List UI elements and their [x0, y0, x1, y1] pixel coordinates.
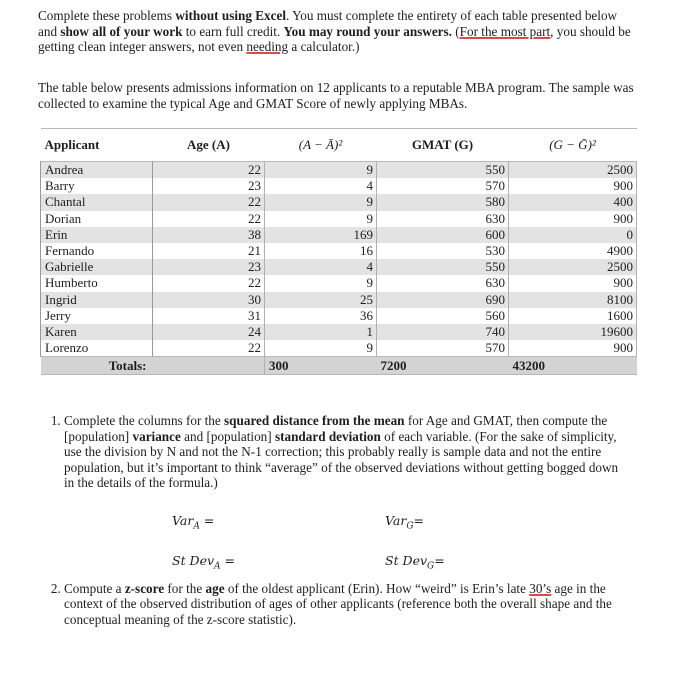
intro-text: to earn full credit.	[182, 23, 284, 39]
equals-sign: =	[203, 513, 215, 528]
std-dev-gmat-label: St Dev	[385, 553, 428, 568]
age-value: 38	[153, 227, 265, 243]
table-header-row	[41, 129, 637, 162]
std-dev-gmat-subscript: G	[427, 561, 435, 572]
age-value: 21	[153, 243, 265, 259]
header-age-squared-deviation: (A − Ā)²	[298, 137, 343, 152]
gmat-squared-deviation: 0	[509, 227, 637, 243]
applicant-name: Gabrielle	[41, 259, 153, 275]
totals-gmat: 7200	[380, 357, 407, 373]
age-squared-deviation: 36	[265, 308, 377, 324]
gmat-squared-deviation: 1600	[509, 308, 637, 324]
applicant-name: Barry	[41, 178, 153, 194]
gmat-value: 530	[377, 243, 509, 259]
std-dev-age-subscript: A	[214, 561, 221, 572]
instructions-paragraph	[38, 8, 638, 55]
question-1-text: Complete the columns for the	[64, 413, 225, 428]
variance-age-subscript: A	[193, 521, 200, 532]
question-1-text: and [population]	[180, 428, 275, 444]
intro-text: (	[451, 23, 460, 39]
intro-bold-work: show all of your work	[60, 23, 183, 39]
gmat-squared-deviation: 900	[509, 178, 637, 194]
intro-text: , you should be getting clean integer answers, not even	[38, 23, 631, 54]
gmat-value: 740	[377, 324, 509, 340]
question-2	[64, 581, 624, 628]
totals-gmat-squared: 43200	[512, 357, 545, 373]
table-row	[41, 227, 637, 243]
question-1-bold-squared-distance: squared distance from the mean	[224, 413, 405, 428]
gmat-value: 570	[377, 178, 509, 194]
question-2-text: for the	[164, 580, 206, 596]
applicant-name: Ingrid	[41, 292, 153, 308]
gmat-squared-deviation: 2500	[509, 162, 637, 179]
questions-list	[38, 413, 624, 627]
age-squared-deviation: 4	[265, 178, 377, 194]
totals-age-cell	[153, 357, 265, 375]
gmat-value: 600	[377, 227, 509, 243]
variance-gmat-label: Var	[385, 513, 407, 528]
age-value: 30	[153, 292, 265, 308]
totals-label: Totals:	[108, 357, 147, 373]
age-value: 31	[153, 308, 265, 324]
gmat-squared-deviation: 4900	[509, 243, 637, 259]
applicant-name: Jerry	[41, 308, 153, 324]
intro-underlined-most-part: For the most part	[459, 23, 551, 39]
question-2-bold-z-score: z-score	[124, 580, 165, 596]
question-1-text: for Age and GMAT, then compute the [population]	[64, 413, 608, 444]
gmat-value: 630	[377, 275, 509, 291]
intro-bold-round: You may round your answers.	[283, 23, 452, 39]
age-squared-deviation: 9	[265, 340, 377, 357]
age-squared-deviation: 1	[265, 324, 377, 340]
gmat-squared-deviation: 900	[509, 275, 637, 291]
age-value: 22	[153, 162, 265, 179]
age-squared-deviation: 4	[265, 259, 377, 275]
gmat-value: 580	[377, 194, 509, 210]
gmat-squared-deviation: 8100	[509, 292, 637, 308]
intro-text: a calculator.)	[288, 39, 360, 54]
table-row	[41, 243, 637, 259]
gmat-value: 630	[377, 211, 509, 227]
totals-row	[41, 357, 637, 375]
age-value: 22	[153, 211, 265, 227]
std-dev-age-label: St Dev	[172, 553, 215, 568]
age-value: 22	[153, 275, 265, 291]
header-applicant: Applicant	[44, 137, 100, 152]
question-2-text: ).	[288, 611, 297, 627]
applicant-name: Chantal	[41, 194, 153, 210]
question-2-underlined-30s: 30’s	[529, 580, 552, 596]
applicant-name: Lorenzo	[41, 340, 153, 357]
context-paragraph: The table below presents admissions information on 12 applicants to a reputable MBA program. The sample was collected to examine the typical Age and GMAT Score of newly applying MBAs.	[38, 80, 634, 111]
gmat-value: 690	[377, 292, 509, 308]
variance-gmat-equation	[385, 513, 424, 532]
gmat-squared-deviation: 900	[509, 211, 637, 227]
age-squared-deviation: 9	[265, 275, 377, 291]
gmat-squared-deviation: 19600	[509, 324, 637, 340]
table-row	[41, 194, 637, 210]
applicant-name: Karen	[41, 324, 153, 340]
age-squared-deviation: 9	[265, 211, 377, 227]
header-gmat: GMAT (G)	[411, 137, 474, 152]
equals-sign: =	[413, 513, 424, 528]
age-squared-deviation: 9	[265, 194, 377, 210]
question-2-text: Compute a	[64, 580, 125, 596]
header-age: Age (A)	[187, 137, 230, 152]
equals-sign: =	[224, 553, 236, 568]
intro-text: Complete these problems	[38, 8, 176, 23]
age-value: 22	[153, 194, 265, 210]
gmat-value: 560	[377, 308, 509, 324]
question-1	[64, 413, 624, 491]
gmat-value: 570	[377, 340, 509, 357]
question-2-text: age in the context of the observed distribution of ages of other applicants (reference both the overall shape and the conceptual meaning of the z-score statistic	[64, 580, 612, 627]
intro-underlined-needing: needing	[246, 39, 289, 54]
intro-bold-excel: without using Excel	[175, 8, 286, 23]
age-squared-deviation: 9	[265, 162, 377, 179]
std-dev-age-equation	[172, 553, 235, 572]
table-row	[41, 259, 637, 275]
std-dev-gmat-equation	[385, 553, 445, 572]
variance-age-label: Var	[172, 513, 194, 528]
table-row	[41, 292, 637, 308]
variance-age-equation	[172, 513, 214, 532]
gmat-squared-deviation: 900	[509, 340, 637, 357]
question-2-bold-age: age	[205, 580, 225, 596]
applicant-name: Erin	[41, 227, 153, 243]
question-1-text: of each variable. (For the sake of simplicity, use the division by N and not the N-1 correction; this probably really is sample data and not the entire population, but it’s important to think “average” of the observed deviations without getting bogged down in the details of the formula.)	[64, 428, 619, 490]
table-row	[41, 275, 637, 291]
table-row	[41, 340, 637, 357]
age-squared-deviation: 16	[265, 243, 377, 259]
table-row	[41, 324, 637, 340]
applicant-name: Dorian	[41, 211, 153, 227]
variance-gmat-subscript: G	[406, 521, 414, 532]
applicant-name: Humberto	[41, 275, 153, 291]
age-value: 24	[153, 324, 265, 340]
gmat-value: 550	[377, 162, 509, 179]
age-value: 23	[153, 178, 265, 194]
age-squared-deviation: 169	[265, 227, 377, 243]
table-row	[41, 211, 637, 227]
gmat-value: 550	[377, 259, 509, 275]
age-value: 22	[153, 340, 265, 357]
equals-sign: =	[434, 553, 445, 568]
age-squared-deviation: 25	[265, 292, 377, 308]
gmat-squared-deviation: 2500	[509, 259, 637, 275]
question-1-bold-standard-deviation: standard deviation	[274, 428, 381, 444]
admissions-table	[40, 128, 637, 375]
applicant-name: Fernando	[41, 243, 153, 259]
table-row	[41, 178, 637, 194]
question-2-text: of the oldest applicant (Erin). How “weird” is Erin’s late	[224, 580, 530, 596]
totals-age: 300	[269, 357, 289, 373]
gmat-squared-deviation: 400	[509, 194, 637, 210]
table-row	[41, 308, 637, 324]
age-value: 23	[153, 259, 265, 275]
header-gmat-squared-deviation: (G − Ḡ)²	[549, 137, 596, 152]
table-row	[41, 162, 637, 179]
intro-text: . You must complete the entirety of each table presented below and	[38, 8, 618, 39]
question-1-bold-variance: variance	[132, 428, 181, 444]
applicant-name: Andrea	[41, 162, 153, 179]
